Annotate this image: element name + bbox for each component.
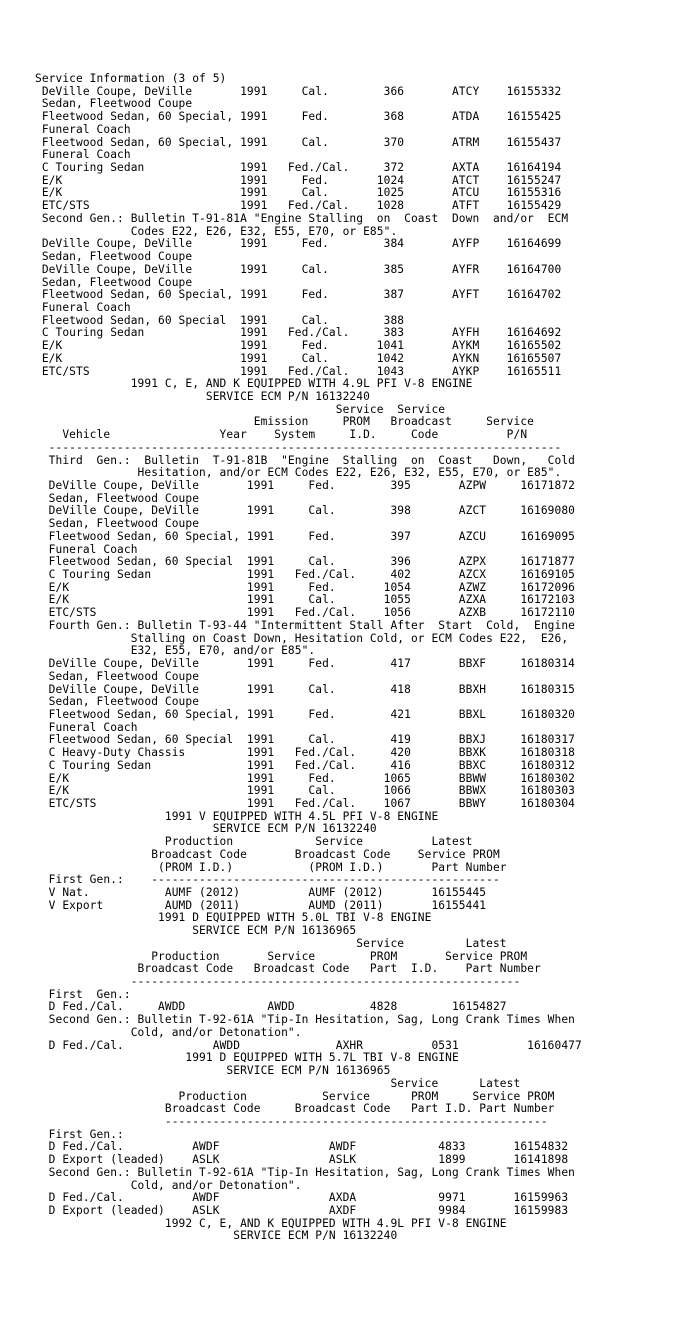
document-line: Funeral Coach (35, 300, 131, 314)
document-line: --------------------------------------------------------------------------- (35, 440, 562, 454)
document-line: -------------------------------------------------------- (35, 1114, 548, 1128)
document-line: D Fed./Cal. AWDF AXDA 9971 16159963 (35, 1191, 569, 1205)
document-line: V Export AUMD (2011) AUMD (2011) 16155441 (35, 898, 487, 912)
document-line: Production Service Latest (35, 835, 473, 849)
document-line: Sedan, Fleetwood Coupe (35, 669, 200, 683)
document-line: Broadcast Code Broadcast Code Part I.D. Part Number (35, 1102, 555, 1116)
document-line: DeVille Coupe, DeVille 1991 Fed. 395 AZPW 16171872 (35, 479, 575, 492)
document-line: Fleetwood Sedan, 60 Special 1991 Cal. 388 (35, 313, 405, 327)
document-line: Sedan, Fleetwood Coupe (35, 517, 200, 531)
document-line: Cold, and/or Detonation". (35, 1025, 302, 1039)
document-line: ETC/STS 1991 Fed./Cal. 1067 BBWY 16180304 (35, 796, 575, 810)
document-line: Production Service PROM Service PROM (35, 1089, 555, 1103)
document-line: Fleetwood Sedan, 60 Special, 1991 Fed. 368 ATDA 16155425 (35, 110, 562, 124)
document-line: D Fed./Cal. AWDF AWDF 4833 16154832 (35, 1140, 569, 1154)
document-line: Broadcast Code Broadcast Code Part I.D. Part Number (35, 962, 541, 976)
document-line: E/K 1991 Cal. 1066 BBWX 16180303 (35, 784, 575, 798)
document-line: E/K 1991 Cal. 1042 AYKN 16165507 (35, 351, 562, 365)
document-line: Fleetwood Sedan, 60 Special, 1991 Cal. 370 ATRM 16155437 (35, 135, 562, 149)
document-line: ETC/STS 1991 Fed./Cal. 1028 ATFT 16155429 (35, 199, 562, 213)
document-line: D Fed./Cal. AWDD AWDD 4828 16154827 (35, 1000, 507, 1014)
document-line: Fleetwood Sedan, 60 Special 1991 Cal. 419 BBXJ 16180317 (35, 733, 575, 747)
document-line: E/K 1991 Cal. 1055 AZXA 16172103 (35, 593, 575, 607)
document-line: SERVICE ECM P/N 16136965 (35, 924, 357, 938)
document-line: Fleetwood Sedan, 60 Special, 1991 Fed. 387 AYFT 16164702 (35, 288, 562, 302)
document-line: Third Gen.: Bulletin T-91-81B "Engine Stalling on Coast Down, Cold (35, 453, 575, 467)
document-line: 1991 D EQUIPPED WITH 5.7L TBI V-8 ENGINE (35, 1051, 459, 1065)
document-line: Service Latest (35, 1076, 521, 1090)
document-line: DeVille Coupe, DeVille 1991 Fed. 384 AYFP 16164699 (35, 237, 562, 251)
document-line: 1991 C, E, AND K EQUIPPED WITH 4.9L PFI V-8 ENGINE (35, 377, 473, 391)
document-line: 1991 V EQUIPPED WITH 4.5L PFI V-8 ENGINE (35, 809, 439, 823)
document-line: C Touring Sedan 1991 Fed./Cal. 416 BBXC 16180312 (35, 758, 575, 772)
document-line: DeVille Coupe, DeVille 1991 Cal. 366 ATCY 16155332 (35, 84, 562, 98)
document-line: Emission PROM Broadcast Service (35, 415, 534, 429)
document-line: SERVICE ECM P/N 16132240 (35, 1229, 398, 1243)
document-line: Sedan, Fleetwood Coupe (35, 275, 193, 289)
document-line: E/K 1991 Fed. 1065 BBWW 16180302 (35, 771, 575, 785)
document-line: 1992 C, E, AND K EQUIPPED WITH 4.9L PFI V-8 ENGINE (35, 1216, 507, 1230)
document-line: ETC/STS 1991 Fed./Cal. 1043 AYKP 16165511 (35, 364, 562, 378)
document-line: --------------------------------------------------------- (35, 975, 521, 989)
document-line: Second Gen.: Bulletin T-92-61A "Tip-In Hesitation, Sag, Long Crank Times When (35, 1165, 575, 1179)
document-line: (PROM I.D.) (PROM I.D.) Part Number (35, 860, 507, 874)
document-line: ETC/STS 1991 Fed./Cal. 1056 AZXB 16172110 (35, 606, 575, 620)
document-line: Codes E22, E26, E32, E55, E70, or E85". (35, 224, 398, 238)
document-line: Second Gen.: Bulletin T-91-81A "Engine Stalling on Coast Down and/or ECM (35, 211, 569, 225)
document-line: Broadcast Code Broadcast Code Service PROM (35, 847, 500, 861)
document-line: C Touring Sedan 1991 Fed./Cal. 372 AXTA 16164194 (35, 161, 562, 175)
document-line: Vehicle Year System I.D. Code P/N (35, 428, 528, 442)
document-line: DeVille Coupe, DeVille 1991 Cal. 418 BBXH 16180315 (35, 682, 575, 696)
document-line: E/K 1991 Fed. 1024 ATCT 16155247 (35, 173, 562, 187)
document-line: Hesitation, and/or ECM Codes E22, E26, E32, E55, E70, or E85". (35, 466, 562, 480)
document-line: Sedan, Fleetwood Coupe (35, 97, 193, 111)
document-line: Production Service PROM Service PROM (35, 949, 528, 963)
document-line: D Fed./Cal. AWDD AXHR 0531 16160477 (35, 1038, 582, 1052)
document-line: Cold, and/or Detonation". (35, 1178, 302, 1192)
document-line: Stalling on Coast Down, Hesitation Cold, or ECM Codes E22, E26, (35, 631, 569, 645)
document-line: Fourth Gen.: Bulletin T-93-44 "Intermittent Stall After Start Cold, Engine (35, 618, 575, 632)
document-line: C Touring Sedan 1991 Fed./Cal. 383 AYFH 16164692 (35, 326, 562, 340)
document-line: First Gen.: --------------------------------------------------- (35, 873, 500, 887)
document-line: Sedan, Fleetwood Coupe (35, 250, 193, 264)
document-line: V Nat. AUMF (2012) AUMF (2012) 16155445 (35, 886, 487, 899)
document-line: Funeral Coach (35, 720, 138, 734)
document-line: Second Gen.: Bulletin T-92-61A "Tip-In Hesitation, Sag, Long Crank Times When (35, 1013, 575, 1027)
document-line: E/K 1991 Cal. 1025 ATCU 16155316 (35, 186, 562, 200)
document-line: DeVille Coupe, DeVille 1991 Cal. 398 AZCT 16169080 (35, 504, 575, 518)
document-line: First Gen.: (35, 987, 131, 1001)
document-line: DeVille Coupe, DeVille 1991 Cal. 385 AYFR 16164700 (35, 262, 562, 276)
document-line: Funeral Coach (35, 148, 131, 162)
document-line: D Export (leaded) ASLK ASLK 1899 16141898 (35, 1153, 569, 1167)
document-line: SERVICE ECM P/N 16136965 (35, 1064, 391, 1078)
document-line: E/K 1991 Fed. 1054 AZWZ 16172096 (35, 580, 575, 594)
document-line: Fleetwood Sedan, 60 Special, 1991 Fed. 397 AZCU 16169095 (35, 529, 575, 543)
document-line: Funeral Coach (35, 542, 138, 556)
document-line: C Heavy-Duty Chassis 1991 Fed./Cal. 420 BBXK 16180318 (35, 746, 575, 760)
document-line: Service Service (35, 402, 446, 416)
document-line: Sedan, Fleetwood Coupe (35, 695, 200, 709)
document-line: DeVille Coupe, DeVille 1991 Fed. 417 BBXF 16180314 (35, 657, 575, 671)
document-line: Sedan, Fleetwood Coupe (35, 491, 200, 505)
document-line: D Export (leaded) ASLK AXDF 9984 16159983 (35, 1203, 569, 1217)
document-line: SERVICE ECM P/N 16132240 (35, 822, 377, 836)
document-line: C Touring Sedan 1991 Fed./Cal. 402 AZCX 16169105 (35, 568, 575, 582)
document-line: E/K 1991 Fed. 1041 AYKM 16165502 (35, 339, 562, 353)
document-line: E32, E55, E70, and/or E85". (35, 644, 316, 658)
document-line: First Gen.: (35, 1127, 124, 1141)
document-line: Service Information (3 of 5) (35, 72, 227, 85)
document-line: Service Latest (35, 936, 507, 950)
document-line: SERVICE ECM P/N 16132240 (35, 389, 370, 403)
document-line: Fleetwood Sedan, 60 Special 1991 Cal. 396 AZPX 16171877 (35, 555, 575, 569)
document-line: Fleetwood Sedan, 60 Special, 1991 Fed. 421 BBXL 16180320 (35, 707, 575, 721)
document-line: Funeral Coach (35, 122, 131, 136)
service-information-document (35, 73, 582, 1243)
document-line: 1991 D EQUIPPED WITH 5.0L TBI V-8 ENGINE (35, 911, 432, 925)
